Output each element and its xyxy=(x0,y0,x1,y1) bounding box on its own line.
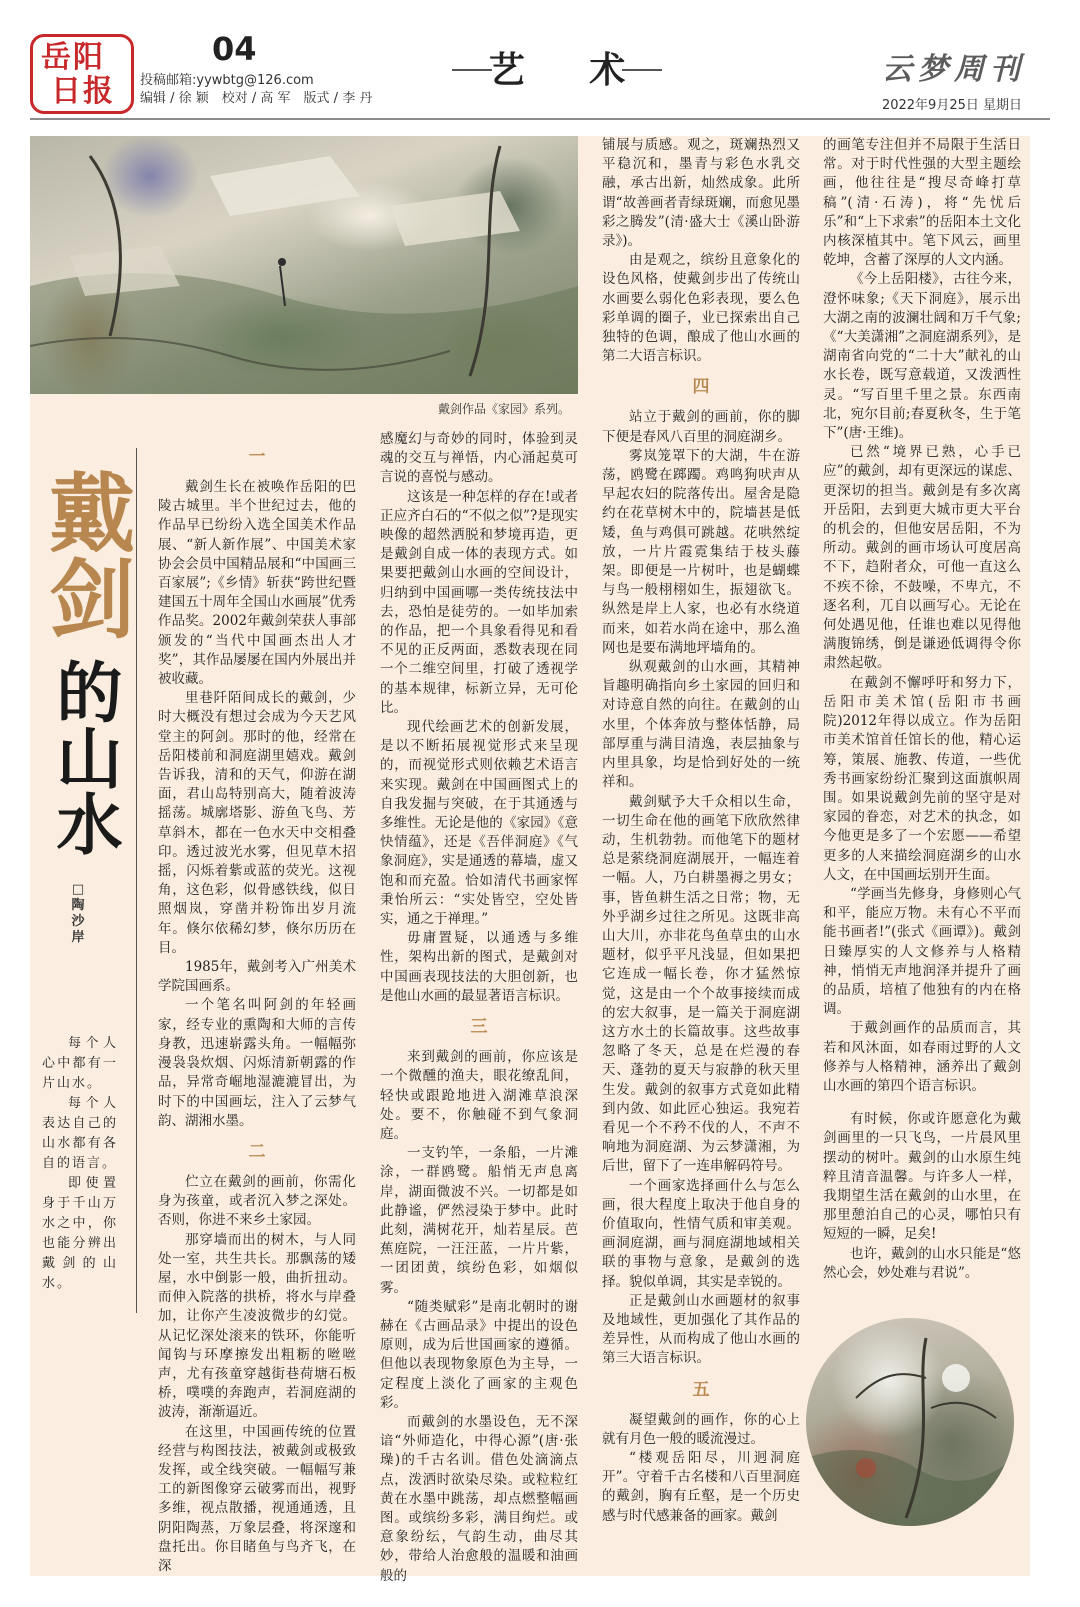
paragraph: 感魔幻与奇妙的同时，体验到灵魂的交互与禅悟，内心涌起莫可言说的喜悦与感动。 xyxy=(380,431,578,486)
pull-quote xyxy=(42,1034,118,1294)
section-title-text: 艺 术 xyxy=(488,49,652,91)
paragraph: 铺展与质感。观之，斑斓热烈又平稳沉和，墨青与彩色水乳交融，承古出新，灿然成象。此所谓“故善画者青绿斑斓，而愈见墨彩之腾发”(清·盛大士《溪山卧游录》)。 xyxy=(602,137,800,250)
paragraph: “楼观岳阳尽，川迥洞庭开”。守着千古名楼和八百里洞庭的戴剑，胸有丘壑，是一个历史感与时代感兼备的画家。戴剑 xyxy=(602,1450,800,1524)
paragraph: 也许，戴剑的山水只能是“悠然心会，妙处难与君说”。 xyxy=(823,1245,1021,1281)
paragraph: 这该是一种怎样的存在!或者正应齐白石的“不似之似”?是现实映像的超然洒脱和梦境再造，更是戴剑自成一体的表现方式。如果要把戴剑山水画的空间设计，归纳到中国画哪一类传统技法中去，恐怕是徒劳的。一如毕加索的作品，把一个具象看得见和看不见的正反两面，悉数表现在同一个二维空间里，打破了透视学的基本规律，标新立异，无可伦比。 xyxy=(380,488,578,716)
paragraph: 伫立在戴剑的画前，你需化身为孩童，或者沉入梦之深处。否则，你进不来乡土家园。 xyxy=(158,1173,356,1229)
title-name: 戴剑 xyxy=(34,468,135,640)
masthead-rule xyxy=(30,118,1050,120)
paragraph: 《今上岳阳楼》，古往今来，澄怀味象;《天下洞庭》，展示出大湖之南的波澜壮阔和万千气象;《“大美潇湘”之洞庭湖系列》，是湖南省向党的“二十大”献礼的山水长卷，既写意载道，又泼洒性灵。“写百里千里之景。东西南北，宛尔目前;春夏秋冬，生于笔下”(唐·王维)。 xyxy=(823,271,1021,442)
title-rest: 的山水 xyxy=(45,658,123,856)
paragraph: 正是戴剑山水画题材的叙事及地域性，更加强化了其作品的差异性，从而构成了他山水画的第三大语言标识。 xyxy=(602,1292,800,1367)
section-number: 一 xyxy=(248,447,266,467)
supplement-name: 云梦周刊 xyxy=(882,52,1026,87)
painting-sketch xyxy=(30,136,578,394)
paragraph: 毋庸置疑，以通透与多维性，架构出新的图式，是戴剑对中国画表现技法的大胆创新，也是他山水画的最显著语言标识。 xyxy=(380,930,578,1004)
paragraph: 那穿墙而出的树木，与人同处一室，共生共长。那飘荡的矮屋，水中倒影一般，曲折扭动。而伸入院落的拱桥，将水与岸叠加，让你产生凌波微步的幻觉。从记忆深处滚来的铁环，你能听闻钩与环摩擦发出粗粝的咝咝声，尤有孩童穿越街巷荷塘石板桥，噗噗的奔跑声，若洞庭湖的波涛，渐渐逼近。 xyxy=(158,1231,356,1421)
round-painting-sketch xyxy=(806,1318,1014,1526)
section-number: 四 xyxy=(692,377,710,398)
paragraph: 雾岚笼罩下的大湖，牛在游荡，鸥鹭在踯躅。鸡鸣狗吠声从早起农妇的院落传出。屋舍是隐约在花草树木中的，院墙甚是低矮，鱼与鸡俱可跳越。花哄然绽放，一片片霞霓集结于枝头藤架。即便是一片树叶，也是蝴蝶与鸟一般栩栩如生，振翅欲飞。纵然是岸上人家，也必有水绕道而来，如若水尚在途中，那么渔网也是要布满地坪墙角的。 xyxy=(602,447,800,656)
paragraph: 站立于戴剑的画前，你的脚下便是春风八百里的洞庭湖乡。 xyxy=(602,409,800,445)
paragraph: 凝望戴剑的画作，你的心上就有月色一般的暖流漫过。 xyxy=(602,1411,800,1447)
newspaper-logo xyxy=(30,34,134,114)
painting-image xyxy=(30,136,578,394)
pull-quote-line: 每个人表达自己的山水都有各自的语言。 xyxy=(42,1096,118,1171)
paragraph: 在这里，中国画传统的位置经营与构图技法，被戴剑或极致发挥，或全线突破。一幅幅写兼工的新图像穿云破雾而出，视野多维，视点散播，视通通透，且阴阳陶蒸，万象层叠，将深邃和盘托出。你目睹鱼与鸟齐飞，在深 xyxy=(158,1423,356,1574)
paragraph: 纵观戴剑的山水画，其精神旨趣明确指向乡土家园的回归和对诗意自然的向往。在戴剑的山水里，个体奔放与整体恬静，局部厚重与满目清逸，表层抽象与内里具象，均是恰到好处的一统祥和。 xyxy=(602,659,800,791)
paragraph: 里巷阡陌间成长的戴剑，少时大概没有想过会成为今天艺风堂主的阿剑。那时的他，经常在岳阳楼前和洞庭湖里嬉戏。戴剑告诉我，清和的天气，仰游在湖面，君山岛特别高大，随着波涛摇荡。城廓塔影、游鱼飞鸟、芳草斜木，都在一色水天中交相叠印。透过波光水雾，但见草木招摇，闪烁着紫或蓝的荧光。这视角，这色彩，似骨感铁线，似日照烟岚，穿凿并粉饰出岁月流年。倏尔依稀幻梦，倏尔历历在目。 xyxy=(158,690,356,956)
title-dash-left xyxy=(452,69,492,71)
paragraph: 于戴剑画作的品质而言，其若和风沐面，如春雨过野的人文修养与人格精神，涵养出了戴剑山水画的第四个语言标识。 xyxy=(823,1020,1021,1094)
section-number: 三 xyxy=(470,1017,488,1038)
round-painting-image xyxy=(806,1318,1014,1526)
pull-quote-line: 每个人心中都有一片山水。 xyxy=(42,1036,118,1091)
paragraph: 一个画家选择画什么与怎么画，很大程度上取决于他自身的价值取向，性情气质和审美观。画洞庭湖，画与洞庭湖地域相关联的事物与意象，是戴剑的选择。貌似单调，其实是幸锐的。 xyxy=(602,1177,800,1290)
section-number: 五 xyxy=(692,1379,710,1400)
title-divider xyxy=(136,448,137,1313)
section-number: 二 xyxy=(248,1141,266,1162)
paragraph: 而戴剑的水墨设色，无不深谙“外师造化，中得心源”(唐·张璪)的千古名训。借色处滴滴点点，泼洒时欲染尽染。或粒粒红黄在水墨中跳荡，却点燃整幅画图。或缤纷多彩，满目绚烂。或意象纷纭，气韵生动，曲尽其妙，带给人治愈般的温暖和油画般的 xyxy=(380,1413,578,1584)
paragraph: 已然“境界已熟，心手已应”的戴剑，却有更深远的谋虑、更深切的担当。戴剑是有多次离开岳阳，去到更大城市更大平台的机会的，但他安居岳阳，不为所动。戴剑的画市场认可度居高不下，趋附者众，可他一直这么不疾不徐，不鼓噪，不卑亢，不逐名利，兀自以画写心。无论在何处遇见他，任谁也难以见得他满腹锦绣，倒是谦逊低调得令你肃然起敬。 xyxy=(823,444,1021,672)
logo-line2: 日报 xyxy=(51,74,115,109)
paragraph: 1985年，戴剑考入广州美术学院国画系。 xyxy=(158,959,356,995)
editor-credits: 编辑 / 徐 颖 校对 / 高 军 版式 / 李 丹 xyxy=(140,91,373,106)
author-byline: □陶沙岸 xyxy=(71,882,85,945)
paragraph: 一支钓竿，一条船，一片滩涂，一群鸥鹭。船悄无声息离岸，湖面微波不兴。一切都是如此静谧，俨然浸染于梦中。此时此刻，满树花开，灿若星辰。芭蕉庭院，一汪汪蓝，一片片紫，一团团黄，缤纷色彩，如烟似雾。 xyxy=(380,1145,578,1296)
section-title xyxy=(452,42,662,93)
page-number: 04 xyxy=(212,30,257,68)
submission-email: 投稿邮箱:yywbtg@126.com xyxy=(140,73,314,88)
paragraph: 在戴剑不懈呼吁和努力下，岳阳市美术馆(岳阳市书画院)2012年得以成立。作为岳阳市美术馆首任馆长的他，精心运筹，策展、施教、传道，一些优秀书画家纷纷汇聚到这面旗帜周围。如果说戴剑先前的坚守是对家园的眷恋，对艺术的执念，如今他更是多了一个宏愿——希望更多的人来描绘洞庭湖乡的山水人文，在中国画坛别开生面。 xyxy=(823,674,1021,883)
article-column-1 xyxy=(158,436,356,1576)
article-title xyxy=(34,462,135,862)
paragraph: “学画当先修身，身修则心气和平，能应万物。未有心不平而能书画者!”(张式《画谭》)。戴剑日臻厚实的人文修养与人格精神，悄悄无声地润泽并提升了画的品质，培植了他独有的内在格调。 xyxy=(823,885,1021,1018)
paragraph: 有时候，你或许愿意化为戴剑画里的一只飞鸟，一片晨风里摆动的树叶。戴剑的山水原生纯粹且清音温馨。与许多人一样，我期望生活在戴剑的山水里，在那里憩泊自己的心灵，哪怕只有短短的一瞬，足矣! xyxy=(823,1111,1021,1243)
paragraph: 由是观之，缤纷且意象化的设色风格，使戴剑步出了传统山水画要么弱化色彩表现，要么色彩单调的圈子，业已探索出自己独特的色调，酿成了他山水画的第二大语言标识。 xyxy=(602,252,800,365)
paragraph: 现代绘画艺术的创新发展，是以不断拓展视觉形式来呈现的，而视觉形式则依赖艺术语言来实现。戴剑在中国画图式上的自我发掘与突破，在于其通透与多维性。无论是他的《家园》《意快情蕴》，还是《吾伴洞庭》《气象洞庭》，实是通透的幕墙，虚又饱和而充盈。恰如清代书画家恽秉怡所云：“实处皆空，空处皆实，通之于禅理。” xyxy=(380,719,578,928)
paragraph: 一个笔名叫阿剑的年轻画家，经专业的熏陶和大师的言传身教，迅速崭露头角。一幅幅弥漫袅袅炊烟、闪烁清新朝露的作品，异常奇崛地湿漉漉冒出，为时下的中国画坛，注入了云梦气韵、湖湘水墨。 xyxy=(158,997,356,1129)
paragraph: 戴剑赋予大千众相以生命，一切生命在他的画笔下欣欣然律动，生机勃勃。而他笔下的题材总是萦绕洞庭湖展开，一幅连着一幅。人，乃白耕墨褥之男女；事，皆鱼耕生活之日常；物，无外乎湖乡过往之所见。这既非高山大川，亦非花鸟鱼草虫的山水题材，似乎平凡浅显，但如果把它连成一幅长卷，你才猛然惊觉，这是由一个个故事接续而成的宏大叙事，是一篇关于洞庭湖这方水土的长篇故事。这些故事忽略了冬天，总是在烂漫的春天、蓬勃的夏天与寂静的秋天里生发。戴剑的叙事方式竟如此精到内敛、如此匠心独运。我宛若看见一个不矜不伐的人，不声不响地为洞庭湖、为云梦潇湘，为后世，留下了一连串解码符号。 xyxy=(602,793,800,1175)
paragraph: 来到戴剑的画前，你应该是一个微醺的渔夫，眼花缭乱间，轻快或跟跄地进入湖滩草浪深处。要不，你触碰不到气象洞庭。 xyxy=(380,1049,578,1142)
paragraph: 的画笔专注但并不局限于生活日常。对于时代性强的大型主题绘画，他往往是“搜尽奇峰打草稿”(清·石涛)，将“先忧后乐”和“上下求索”的岳阳本土文化内核深植其中。笔下风云，画里乾坤，含蓄了深厚的人文内涵。 xyxy=(823,137,1021,269)
title-dash-right xyxy=(622,69,662,71)
paragraph: “随类赋彩”是南北朝时的谢赫在《古画品录》中提出的设色原则，成为后世国画家的遵循。但他以表现物象原色为主导，一定程度上淡化了画家的主观色彩。 xyxy=(380,1298,578,1411)
paragraph: 戴剑生长在被唤作岳阳的巴陵古城里。半个世纪过去，他的作品早已纷纷入选全国美术作品展、“新人新作展”、中国美术家协会会员中国精品展和“中国画三百家展”;《乡情》斩获“跨世纪暨建国五十周年全国山水画展”优秀作品奖。2002年戴剑荣获人事部颁发的“当代中国画杰出人才奖”，其作品屡屡在国内外展出并被收藏。 xyxy=(158,479,356,688)
masthead-meta xyxy=(140,72,372,108)
pull-quote-line: 即使置身于千山万水之中，你也能分辨出戴剑的山水。 xyxy=(42,1176,118,1291)
article-column-4 xyxy=(823,136,1021,1283)
image-caption: 戴剑作品《家园》系列。 xyxy=(438,402,571,416)
logo-line1: 岳阳 xyxy=(41,40,105,75)
article-column-2 xyxy=(380,430,578,1586)
article-column-3 xyxy=(602,136,800,1526)
issue-date: 2022年9月25日 星期日 xyxy=(881,98,1022,113)
